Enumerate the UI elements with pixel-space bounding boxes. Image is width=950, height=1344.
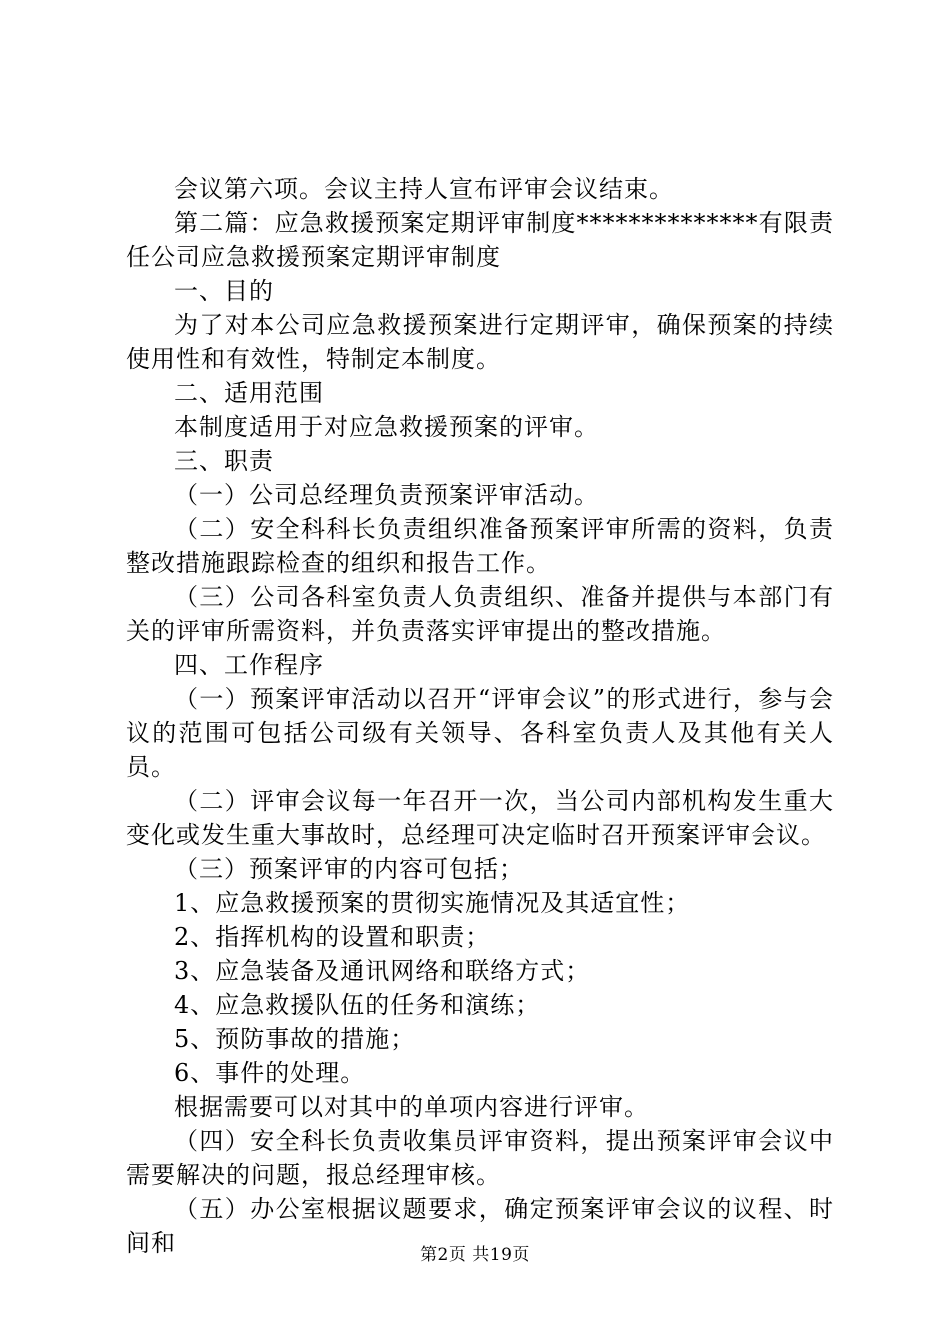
paragraph-meeting-end: 会议第六项。会议主持人宣布评审会议结束。 [174,175,674,203]
paragraph-procedure-4: （四）安全科长负责收集员评审资料，提出预案评审会议中需要解决的问题，报总经理审核。 [126,1127,834,1189]
heading-duties: 三、职责 [174,447,274,475]
paragraph-duty-1: （一）公司总经理负责预案评审活动。 [174,481,599,509]
paragraph-procedure-5: （五）办公室根据议题要求，确定预案评审会议的议程、时间和 [126,1195,834,1257]
list-item-6: 6、事件的处理。 [174,1059,366,1087]
paragraph-procedure-2: （二）评审会议每一年召开一次，当公司内部机构发生重大变化或发生重大事故时，总经理可决定临时召开预案评审会议。 [126,787,834,849]
list-item-2: 2、指挥机构的设置和职责； [174,923,491,951]
paragraph-single-item-review: 根据需要可以对其中的单项内容进行评审。 [174,1093,649,1121]
heading-procedure: 四、工作程序 [174,651,324,679]
heading-purpose: 一、目的 [174,277,274,305]
paragraph-purpose: 为了对本公司应急救援预案进行定期评审，确保预案的持续使用性和有效性，特制定本制度。 [126,311,834,373]
paragraph-scope: 本制度适用于对应急救援预案的评审。 [174,413,599,441]
list-item-1: 1、应急救援预案的贯彻实施情况及其适宜性； [174,889,691,917]
heading-scope: 二、适用范围 [174,379,324,407]
list-item-3: 3、应急装备及通讯网络和联络方式； [174,957,591,985]
list-item-4: 4、应急救援队伍的任务和演练； [174,991,541,1019]
list-item-5: 5、预防事故的措施； [174,1025,416,1053]
page-footer: 第2页 共19页 [420,1245,530,1265]
paragraph-procedure-3: （三）预案评审的内容可包括； [174,855,524,883]
paragraph-duty-2: （二）安全科科长负责组织准备预案评审所需的资料，负责整改措施跟踪检查的组织和报告工作。 [126,515,834,577]
paragraph-chapter-title: 第二篇：应急救援预案定期评审制度**************有限责任公司应急救援预案定期评审制度 [126,209,834,271]
paragraph-duty-3: （三）公司各科室负责人负责组织、准备并提供与本部门有关的评审所需资料，并负责落实评审提出的整改措施。 [126,583,834,645]
document-body [126,172,834,1260]
paragraph-procedure-1: （一）预案评审活动以召开“评审会议”的形式进行，参与会议的范围可包括公司级有关领导、各科室负责人及其他有关人员。 [126,685,834,781]
